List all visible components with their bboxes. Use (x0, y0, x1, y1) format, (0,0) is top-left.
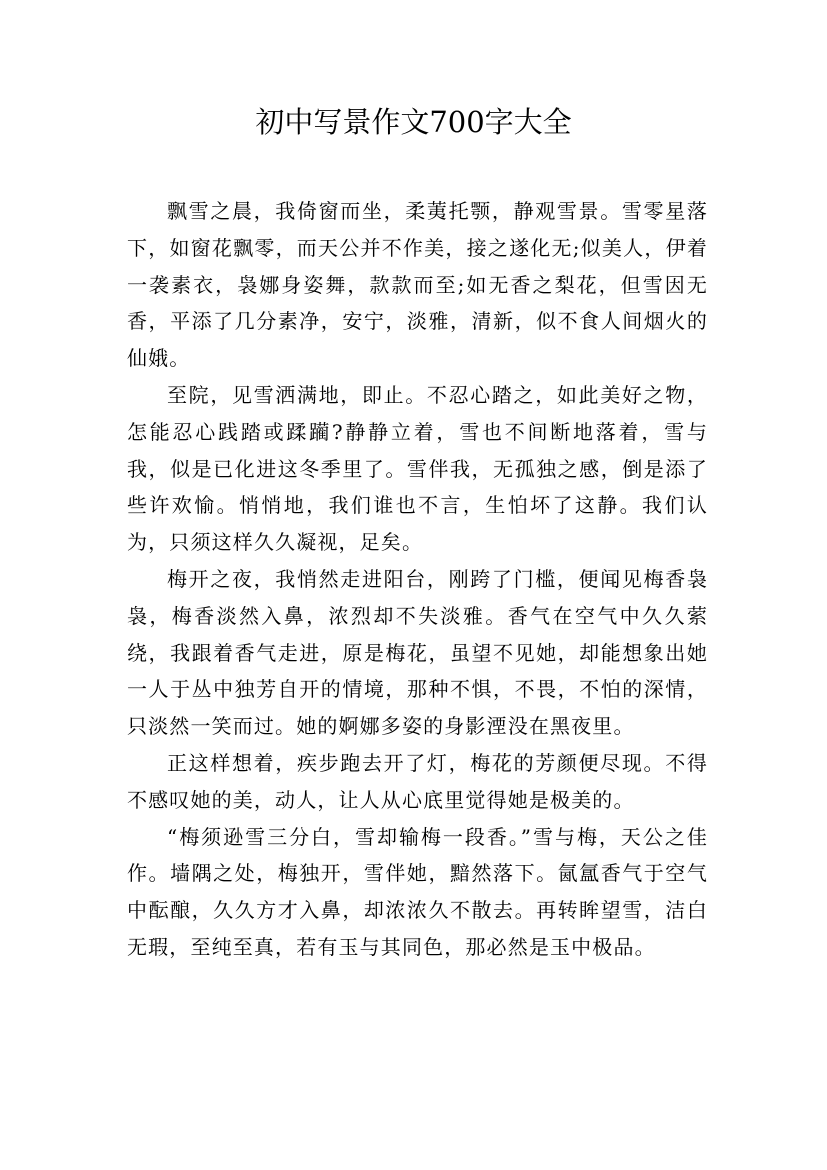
paragraph-1: 飘雪之晨，我倚窗而坐，柔荑托颚，静观雪景。雪零星落下，如窗花飘零，而天公并不作美，接之遂化无;似美人，伊着一袭素衣，袅娜身姿舞，款款而至;如无香之梨花，但雪因无香，平添了几分素净，安宁，淡雅，清新，似不食人间烟火的仙娥。 (127, 199, 708, 371)
paragraph-4: 正这样想着，疾步跑去开了灯，梅花的芳颜便尽现。不得不感叹她的美，动人，让人从心底里觉得她是极美的。 (127, 750, 708, 812)
paragraph-2: 至院，见雪洒满地，即止。不忍心踏之，如此美好之物，怎能忍心践踏或蹂躏?静静立着，雪也不间断地落着，雪与我，似是已化进这冬季里了。雪伴我，无孤独之感，倒是添了些许欢愉。悄悄地，我们谁也不言，生怕坏了这静。我们认为，只须这样久久凝视，足矣。 (127, 382, 708, 555)
paragraph-5: “梅须逊雪三分白，雪却输梅一段香。”雪与梅，天公之佳作。墙隅之处，梅独开，雪伴她，黯然落下。氤氲香气于空气中酝酿，久久方才入鼻，却浓浓久不散去。再转眸望雪，洁白无瑕，至纯至真，若有玉与其同色，那必然是玉中极品。 (127, 824, 708, 959)
paragraph-3: 梅开之夜，我悄然走进阳台，刚跨了门槛，便闻见梅香袅袅，梅香淡然入鼻，浓烈却不失淡雅。香气在空气中久久萦绕，我跟着香气走进，原是梅花，虽望不见她，却能想象出她一人于丛中独芳自开的情境，那种不惧，不畏，不怕的深情，只淡然一笑而过。她的婀娜多姿的身影湮没在黑夜里。 (127, 566, 708, 739)
document-title: 初中写景作文700字大全 (255, 105, 572, 139)
document-body (127, 193, 708, 966)
